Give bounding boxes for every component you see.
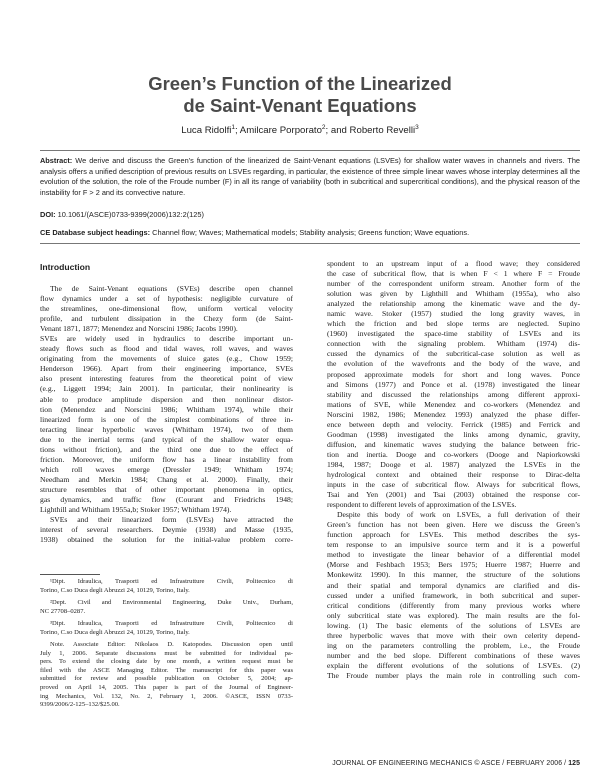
text-line: the streamlines, one-dimensional flow, uniform vertical velocity — [40, 304, 293, 314]
paper-title-line-2: de Saint-Venant Equations — [183, 95, 417, 116]
text-line: (Morse and Feshbach 1953; Bers 1975; Huerre 1987; Huerre and — [327, 560, 580, 570]
doi-line — [40, 210, 580, 219]
text-line: teracting linear hyperbolic waves (Whitham 1974), two of them — [40, 424, 293, 434]
text-line: (1960) investigated the space-time stability of LSVEs and its — [327, 329, 580, 339]
text-line: structure resembles that of other important phenomena in optics, — [40, 484, 293, 494]
text-line: and their spatial and temporal dynamics are clarified and dis- — [327, 580, 580, 590]
footnote-line: July 1, 2006. Separate discussions must be submitted for individual pa- — [40, 649, 293, 657]
text-line: (e.g., Liggett 1994; Jain 2001). In particular, their nonlinearity is — [40, 384, 293, 394]
ce-database-label: CE Database subject headings: — [40, 228, 151, 237]
text-line: mations of SVE, while Menendez and co-workers (Menendez and — [327, 399, 580, 409]
text-line: critical conditions (differently from many previous works where — [327, 600, 580, 610]
author-1-affil: 1 — [231, 124, 235, 131]
footnote-line: Note. Associate Editor: Nikolaos D. Katopodes. Discussion open until — [50, 641, 293, 649]
text-line: lowing. (1) The basic elements of the solutions of LSVEs are — [327, 620, 580, 630]
footer-journal: JOURNAL OF ENGINEERING MECHANICS © ASCE / FEBRUARY 2006 / — [332, 760, 567, 767]
text-line: spondent to an upstream input of a flood wave; they considered — [327, 259, 580, 268]
text-line: the evolution of the wavefronts and the body of the wave, and — [327, 359, 580, 369]
text-line: only subcritical state was explored). The main results are the fol- — [327, 610, 580, 620]
footnote-line: 9399/2006/2-125–132/$25.00. — [40, 701, 120, 709]
text-line: stability and discussed the relationships among different approxi- — [327, 389, 580, 399]
text-line: connection with the signaling problem. Whitham (1974) dis- — [327, 339, 580, 349]
section-heading-introduction: Introduction — [40, 262, 91, 272]
abstract-bottom-rule — [40, 243, 580, 244]
text-line: which roll waves emerge (Dressler 1949; Whitham 1974; — [40, 464, 293, 474]
paper-title-line-1: Green’s Function of the Linearized — [148, 73, 452, 94]
text-line: tions without friction), and the third one due to the effect of — [40, 444, 293, 454]
abstract-text: We derive and discuss the Green’s function of the linearized de Saint-Venant equations (LSVEs) for shallow water waves in channels and rivers. The analysis offers a unified description of previous results on LSVEs regarding, in particular, the existence of three simple linear waves whose interplay determines all the evolution of the solution, the role of the Froude number (F) in all its range of variability (both in subcritical and supercritical conditions), and the physical reason of the instability for F > 2 and its convective nature. — [40, 156, 580, 197]
text-line: cussed under a unified framework, in both subcritical and super- — [327, 590, 580, 600]
text-line: and Simons (1977) and Ponce et al. (1978) investigated the linear — [327, 379, 580, 389]
text-line: tem response to an impulsive source term and it is a powerful — [327, 540, 580, 550]
text-line: Tsai and Yen (2001) and Tsai (2003) obtained the response cor- — [327, 490, 580, 500]
text-line: tion and inertia. Dooge and co-workers (Dooge and Napiorkowski — [327, 449, 580, 459]
text-line: solution was given by Lighthill and Whitham (1955a), who also — [327, 289, 580, 299]
text-line: Monkewitz 1990). In this manner, the structure of the solutions — [327, 570, 580, 580]
text-line: Norscini 1982, 1986; Menendez 1993) analyzed the phase differ- — [327, 409, 580, 419]
abstract-top-rule — [40, 150, 580, 151]
text-line: ence between depth and velocity. Ferrick (1985) and Ferrick and — [327, 419, 580, 429]
text-line: able to produce amplitude dispersion and then nonlinear distor- — [40, 394, 293, 404]
text-line: function approach for LSVEs. This method describes the sys- — [327, 530, 580, 540]
text-line: Henderson 1966). Apart from their engineering importance, SVEs — [40, 364, 293, 374]
page-footer — [332, 760, 580, 767]
author-list — [0, 124, 600, 136]
text-line: flow dynamics under a set of hypothesis: negligible curvature of — [40, 294, 293, 304]
footnote-line: ³Dipt. Idraulica, Trasporti ed Infrastrutture Civili, Politecnico di — [50, 620, 293, 628]
footnote-line: pers. To extend the closing date by one month, a written request must be — [40, 658, 293, 666]
text-line: originating from the movements of sluice gates (e.g., Chow 1959; — [40, 354, 293, 364]
text-line: three hyperbolic waves that move with their own celerity depend- — [327, 630, 580, 640]
footnote-line: Torino, C.so Duca degli Abruzzi 24, 10129, Torino, Italy. — [40, 628, 190, 636]
text-line: Venant 1871, 1877; Menendez and Norscini 1986; Jacobs 1990). — [40, 324, 238, 334]
text-line: SVEs are widely used in hydraulics to describe important un- — [40, 334, 293, 344]
text-line: inputs in the case of subcritical flow. Always for subcritical flows, — [327, 480, 580, 490]
footnotes — [40, 578, 293, 710]
footnote-line: proved on April 14, 2005. This paper is part of the Journal of Engineer- — [40, 684, 293, 692]
text-line: also present interesting features from the theoretical point of view — [40, 374, 293, 384]
footnote-line: NC 27708–0287. — [40, 607, 86, 615]
text-line: friction. Moreover, the uniform flow has a linear instability from — [40, 454, 293, 464]
doi-label: DOI: — [40, 210, 56, 219]
text-line: which the friction and bed slope terms are neglected. Supino — [327, 319, 580, 329]
text-line: tion (Menendez and Norscini 1986; Whitham 1974), while their — [40, 404, 293, 414]
doi-value[interactable]: 10.1061/(ASCE)0733-9399(2006)132:2(125) — [57, 210, 204, 219]
text-line: linearized form is one of the simplest combinations of three in- — [40, 414, 293, 424]
footnote-line: Torino, C.so Duca degli Abruzzi 24, 10129, Torino, Italy. — [40, 586, 190, 594]
text-line: cussed the dynamics of the subcritical-case solution as well as — [327, 349, 580, 359]
text-line: Needham and Merkin 1984; Chang et al. 2000). Finally, their — [40, 474, 293, 484]
right-column-text — [327, 259, 580, 681]
author-3-affil: 3 — [415, 124, 419, 131]
text-line: 1938) obtained the solution for the initial-value problem corre- — [40, 535, 293, 545]
left-column-text — [40, 284, 293, 545]
author-3: ; and Roberto Revelli — [325, 125, 416, 137]
author-2-affil: 2 — [321, 124, 326, 131]
text-line: The Froude number plays the main role in controlling such com- — [327, 670, 580, 680]
text-line: profile, and turbulent dissipation in the Chezy form (de Saint- — [40, 314, 293, 324]
footer-page-number: 125 — [568, 760, 580, 767]
ce-database-value: Channel flow; Waves; Mathematical models; Stability analysis; Greens function; Wave equations. — [152, 228, 470, 237]
text-line: gas dynamics, and traffic flow (Courant and Friedrichs 1948; — [40, 494, 293, 504]
footnote-line: filed with the ASCE Managing Editor. The manuscript for this paper was — [40, 666, 293, 674]
text-line: The de Saint-Venant equations (SVEs) describe open channel — [50, 284, 293, 293]
text-line: Goodman (1998) investigated the links among dynamic, gravity, — [327, 429, 580, 439]
footnote-line: ¹Dipt. Idraulica, Trasporti ed Infrastrutture Civili, Politecnico di — [50, 578, 293, 585]
text-line: interest of several researchers. Deymie (1938) and Masse (1935, — [40, 525, 293, 535]
author-2: ; Amilcare Porporato — [235, 125, 322, 137]
text-line: due to the inertial terms (and typical of the shallow water equa- — [40, 434, 293, 444]
footnote-line: submitted for review and possible publication on October 5, 2004; ap- — [40, 675, 293, 683]
text-line: explain the different evolutions of the solutions of LSVEs. (2) — [327, 660, 580, 670]
text-line: analyzed the relationship among the kinematic wave and the dy- — [327, 299, 580, 309]
text-line: namic wave. Stoker (1957) studied the long gravity waves, in — [327, 309, 580, 319]
footnote-line: ²Dept. Civil and Environmental Engineering, Duke Univ., Durham, — [50, 599, 293, 607]
text-line: the case of subcritical flow, that is when F < 1 where F = Froude — [327, 269, 580, 279]
text-line: diffusion, and kinematic waves studying the balance between fric- — [327, 439, 580, 449]
text-line: Green’s function has not been given. Here we discuss the Green’s — [327, 520, 580, 530]
abstract — [40, 156, 580, 198]
text-line: SVEs and their linearized form (LSVEs) have attracted the — [50, 515, 293, 525]
text-line: hydrological context and obtained their response to Dirac-delta — [327, 469, 580, 479]
footnote-line: ing Mechanics, Vol. 132, No. 2, February 1, 2006. ©ASCE, ISSN 0733- — [40, 692, 293, 700]
text-line: ing on the parameters controlling the problem, i.e., the Froude — [327, 640, 580, 650]
text-line: number and the bed slope. Different combinations of these waves — [327, 650, 580, 660]
text-line: number of the correspondent uniform stream. Another form of the — [327, 279, 580, 289]
author-1: Luca Ridolfi — [181, 125, 232, 137]
text-line: 1984, 1987; Dooge et al. 1987) analyzed the LSVEs in the — [327, 459, 580, 469]
text-line: method to investigate the linear behavior of a differential model — [327, 550, 580, 560]
ce-database-headings — [40, 228, 580, 237]
text-line: respondent to different levels of approximation of the LSVEs. — [327, 500, 517, 510]
text-line: steady flows such as flood and tidal waves, roll waves, and waves — [40, 344, 293, 354]
text-line: proposed approximate models for short and long waves. Ponce — [327, 369, 580, 379]
abstract-label: Abstract: — [40, 156, 73, 165]
footnote-rule — [40, 574, 100, 575]
text-line: Lighthill and Whitham 1955a,b; Stoker 1957; Whitham 1974). — [40, 505, 232, 515]
text-line: Despite this body of work on LSVEs, a full derivation of their — [337, 510, 580, 520]
